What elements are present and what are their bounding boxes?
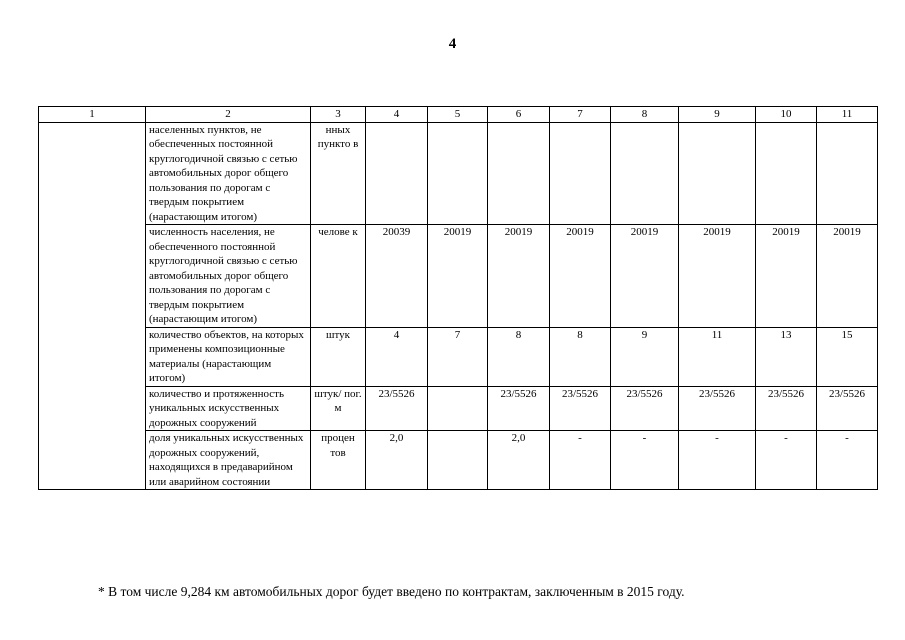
value-cell: 20019: [488, 225, 550, 328]
column-number: 3: [311, 107, 366, 123]
value-cell: 23/5526: [756, 386, 817, 431]
data-table: [38, 106, 878, 490]
unit-cell: челове к: [311, 225, 366, 328]
value-cell: [817, 122, 878, 225]
empty-column-cell: [39, 122, 146, 490]
value-cell: 8: [488, 327, 550, 386]
value-cell: 15: [817, 327, 878, 386]
value-cell: 20019: [550, 225, 611, 328]
value-cell: 9: [611, 327, 679, 386]
column-number: 11: [817, 107, 878, 123]
value-cell: -: [550, 431, 611, 490]
table-row: [39, 386, 878, 431]
value-cell: -: [611, 431, 679, 490]
value-cell: [366, 122, 428, 225]
value-cell: 4: [366, 327, 428, 386]
value-cell: [611, 122, 679, 225]
value-cell: [428, 386, 488, 431]
indicator-cell: доля уникальных искусственных дорожных сооружений, находящихся в предаварийном или аварийном состоянии: [146, 431, 311, 490]
value-cell: [679, 122, 756, 225]
value-cell: 11: [679, 327, 756, 386]
value-cell: 23/5526: [817, 386, 878, 431]
table-row: [39, 122, 878, 225]
indicator-cell: населенных пунктов, не обеспеченных постоянной круглогодичной связью с сетью автомобильных дорог общего пользования по дорогам с твердым покрытием (нарастающим итогом): [146, 122, 311, 225]
value-cell: [428, 122, 488, 225]
unit-cell: процен тов: [311, 431, 366, 490]
value-cell: -: [817, 431, 878, 490]
column-number: 9: [679, 107, 756, 123]
value-cell: 13: [756, 327, 817, 386]
table-row: [39, 327, 878, 386]
column-number: 5: [428, 107, 488, 123]
column-number: 1: [39, 107, 146, 123]
indicator-cell: количество объектов, на которых применены композиционные материалы (нарастающим итогом): [146, 327, 311, 386]
table-row: [39, 225, 878, 328]
unit-cell: нных пункто в: [311, 122, 366, 225]
page-number: 4: [448, 36, 457, 52]
column-number: 6: [488, 107, 550, 123]
column-number: 4: [366, 107, 428, 123]
unit-cell: штук: [311, 327, 366, 386]
value-cell: 23/5526: [611, 386, 679, 431]
footnote: * В том числе 9,284 км автомобильных дорог будет введено по контрактам, заключенным в 2015 году.: [98, 584, 685, 599]
value-cell: 20019: [611, 225, 679, 328]
value-cell: [488, 122, 550, 225]
value-cell: [428, 431, 488, 490]
column-number: 2: [146, 107, 311, 123]
value-cell: 20019: [756, 225, 817, 328]
value-cell: 23/5526: [488, 386, 550, 431]
value-cell: 7: [428, 327, 488, 386]
value-cell: [756, 122, 817, 225]
value-cell: 23/5526: [679, 386, 756, 431]
table-row: [39, 431, 878, 490]
value-cell: 20019: [817, 225, 878, 328]
value-cell: 20019: [428, 225, 488, 328]
value-cell: 8: [550, 327, 611, 386]
value-cell: 23/5526: [366, 386, 428, 431]
indicator-cell: численность населения, не обеспеченного постоянной круглогодичной связью с сетью автомобильных дорог общего пользования по дорогам с твердым покрытием (нарастающим итогом): [146, 225, 311, 328]
value-cell: 23/5526: [550, 386, 611, 431]
value-cell: [550, 122, 611, 225]
column-number-row: [39, 107, 878, 123]
unit-cell: штук/ пог. м: [311, 386, 366, 431]
column-number: 7: [550, 107, 611, 123]
value-cell: -: [679, 431, 756, 490]
value-cell: 2,0: [488, 431, 550, 490]
column-number: 8: [611, 107, 679, 123]
value-cell: -: [756, 431, 817, 490]
value-cell: 20019: [679, 225, 756, 328]
value-cell: 20039: [366, 225, 428, 328]
indicator-cell: количество и протяженность уникальных искусственных дорожных сооружений: [146, 386, 311, 431]
column-number: 10: [756, 107, 817, 123]
value-cell: 2,0: [366, 431, 428, 490]
